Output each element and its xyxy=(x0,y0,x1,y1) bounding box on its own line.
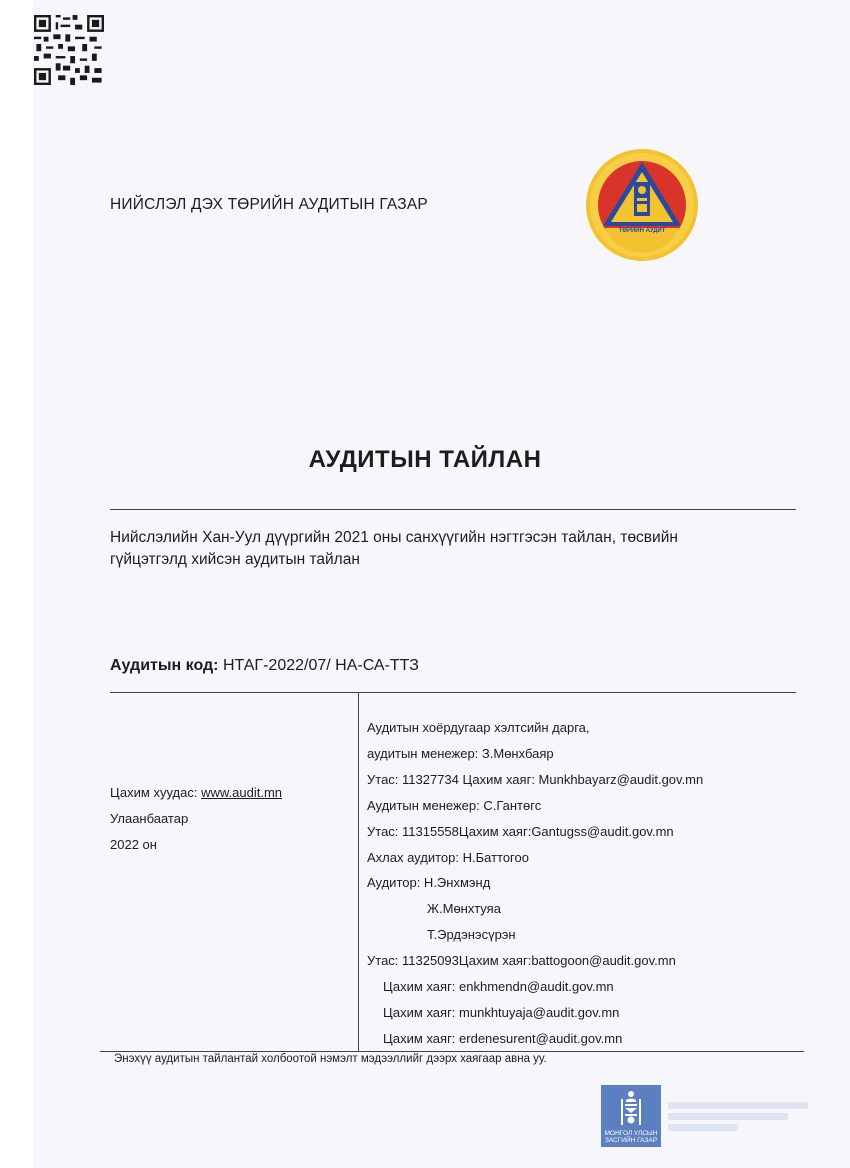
contact-line: Утас: 11325093Цахим хаяг:battogoon@audit.gov.mn xyxy=(367,953,676,969)
website-row xyxy=(110,780,282,806)
soyombo-icon xyxy=(616,1089,646,1127)
contact-line: Аудитын менежер: С.Гантөгс xyxy=(367,797,542,813)
audit-code xyxy=(110,657,419,675)
website-link[interactable]: www.audit.mn xyxy=(201,785,282,800)
contact-line: Т.Эрдэнэсүрэн xyxy=(427,927,516,943)
qr-code xyxy=(34,15,104,85)
report-title: АУДИТЫН ТАЙЛАН xyxy=(308,446,542,473)
gov-logo-line-2: ЗАСГИЙН ГАЗАР xyxy=(604,1137,658,1144)
contact-line: Цахим хаяг: enkhmendn@audit.gov.mn xyxy=(383,979,614,995)
audit-seal-logo xyxy=(585,148,699,262)
seal-caption: ТӨРИЙН АУДИТ xyxy=(618,228,666,234)
contact-line: Утас: 11327734 Цахим хаяг: Munkhbayarz@audit.gov.mn xyxy=(367,771,704,787)
audit-code-label: Аудитын код: xyxy=(110,657,219,674)
divider-middle xyxy=(110,692,796,693)
faint-government-wordmark xyxy=(668,1098,818,1138)
contact-line: Утас: 11315558Цахим хаяг:Gantugss@audit.gov.mn xyxy=(367,823,674,839)
contact-line: Цахим хаяг: munkhtuyaja@audit.gov.mn xyxy=(383,1004,620,1020)
contact-line: Аудитор: Н.Энхмэнд xyxy=(367,875,491,891)
contacts-block xyxy=(367,715,703,1052)
subtitle-line-2: гүйцэтгэлд хийсэн аудитын тайлан xyxy=(110,551,360,568)
gov-logo-line-1: МОНГОЛ УЛСЫН xyxy=(604,1130,658,1137)
audit-code-value: НТАГ-2022/07/ НА-СА-ТТЗ xyxy=(222,657,419,674)
city: Улаанбаатар xyxy=(110,811,189,826)
footnote: Энэхүү аудитын тайлантай холбоотой нэмэлт мэдээллийг дээрх хаягаар авна уу. xyxy=(114,1053,547,1065)
report-subtitle xyxy=(110,527,800,571)
website-label: Цахим хуудас: xyxy=(110,785,198,800)
page-left-margin xyxy=(0,0,33,1168)
contact-line: Ахлах аудитор: Н.Баттогоо xyxy=(367,849,529,865)
contact-line: Цахим хаяг: erdenesurent@audit.gov.mn xyxy=(383,1030,623,1046)
column-divider xyxy=(358,693,359,1051)
left-info-block xyxy=(110,780,282,858)
organization-name: НИЙСЛЭЛ ДЭХ ТӨРИЙН АУДИТЫН ГАЗАР xyxy=(110,196,428,213)
government-logo-caption xyxy=(601,1130,661,1144)
contact-line: аудитын менежер: З.Мөнхбаяр xyxy=(367,745,554,761)
divider-top xyxy=(110,509,796,510)
government-logo xyxy=(601,1085,661,1147)
divider-bottom xyxy=(100,1051,804,1052)
contact-line: Ж.Мөнхтуяа xyxy=(427,901,501,917)
contact-line: Аудитын хоёрдугаар хэлтсийн дарга, xyxy=(367,720,590,735)
subtitle-line-1: Нийслэлийн Хан-Уул дүүргийн 2021 оны санхүүгийн нэгтгэсэн тайлан, төсвийн xyxy=(110,529,678,546)
year: 2022 он xyxy=(110,837,157,852)
